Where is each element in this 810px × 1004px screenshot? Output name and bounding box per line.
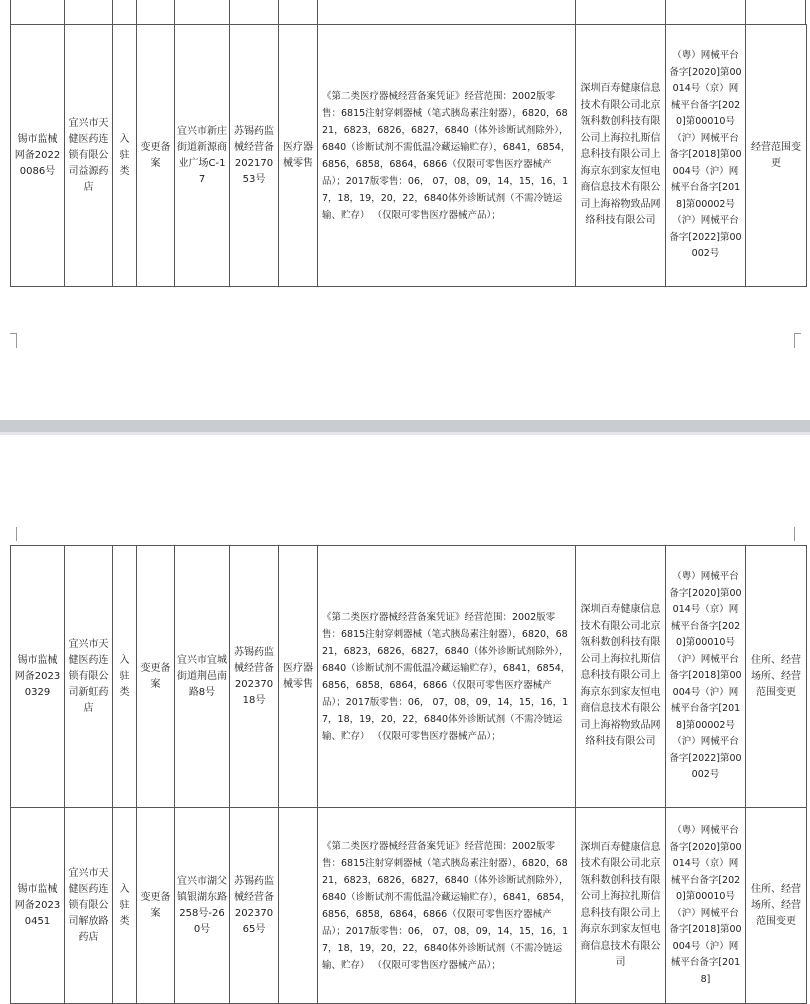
corner-mark (10, 527, 17, 541)
table-row (11, 808, 807, 1004)
category: 入驻类 (113, 25, 137, 287)
license-number: 苏锡药监械经营备20217053号 (230, 25, 279, 287)
business-scope: 《第二类医疗器械经营备案凭证》经营范围：2002版零售：6815注射穿刺器械（笔式胰岛素注射器），6820，6821，6823，6826，6827，6840（体外诊断试剂除外），6840（诊断试剂不需低温冷藏运输贮存），6841，6854，6856，6858，6864，6866（仅限可零售医疗器械产品）；2017版零售：06， 07，08，09，14，15，16，17，18，19，20，22，6840体外诊断试剂（不需冷链运输、贮存） （仅限可零售医疗器械产品）； (318, 546, 576, 808)
address: 宜兴市湖父镇银湖东路258号-260号 (175, 808, 230, 1004)
previous-row-fragment (10, 0, 806, 24)
record-table-page-1 (10, 24, 807, 287)
address: 宜兴市宜城街道荆邑南路8号 (175, 546, 230, 808)
license-number: 苏锡药监械经营备20237065号 (230, 808, 279, 1004)
address: 宜兴市新庄街道新源商业广场C-17 (175, 25, 230, 287)
platform-records: （粤）网械平台备字[2020]第00014号（京）网械平台备字[2020]第00010号（沪）网械平台备字[2018]第00004号（沪）网械平台备字[2018] (666, 808, 746, 1004)
category: 入驻类 (113, 808, 137, 1004)
business-type (279, 808, 318, 1004)
business-scope: 《第二类医疗器械经营备案凭证》经营范围：2002版零售：6815注射穿刺器械（笔式胰岛素注射器），6820，6821，6823，6826，6827，6840（体外诊断试剂除外），6840（诊断试剂不需低温冷藏运输贮存），6841，6854，6856，6858，6864，6866（仅限可零售医疗器械产品）；2017版零售：06， 07，08，09，14，15，16，17，18，19，20，22，6840体外诊断试剂（不需冷链运输、贮存） （仅限可零售医疗器械产品）； (318, 808, 576, 1004)
record-number: 锡市监械网备20220086号 (11, 25, 65, 287)
table-row (11, 25, 807, 287)
filing-type: 变更备案 (137, 546, 175, 808)
business-type: 医疗器械零售 (279, 546, 318, 808)
change-item: 经营范围变更 (746, 25, 807, 287)
platform-companies: 深圳百寿健康信息技术有限公司北京瓴科数创科技有限公司上海拉扎斯信息科技有限公司上海京东到家友恒电商信息技术有限公司上海裕物致品网络科技有限公司 (576, 546, 666, 808)
corner-mark (794, 333, 801, 348)
record-number: 锡市监械网备20230451 (11, 808, 65, 1004)
store-name: 宜兴市天健医药连锁有限公司益源药店 (65, 25, 113, 287)
table-row (11, 546, 807, 808)
record-number: 锡市监械网备20230329 (11, 546, 65, 808)
page-separator (0, 420, 810, 432)
store-name: 宜兴市天健医药连锁有限公司解放路药店 (65, 808, 113, 1004)
page-1 (0, 0, 810, 420)
platform-records: （粤）网械平台备字[2020]第00014号（京）网械平台备字[2020]第00010号（沪）网械平台备字[2018]第00004号（沪）网械平台备字[2018]第00002号（沪）网械平台备字[2022]第00002号 (666, 546, 746, 808)
filing-type: 变更备案 (137, 25, 175, 287)
page-2 (0, 435, 810, 1001)
business-scope: 《第二类医疗器械经营备案凭证》经营范围：2002版零售：6815注射穿刺器械（笔式胰岛素注射器），6820，6821，6823，6826，6827，6840（体外诊断试剂除外），6840（诊断试剂不需低温冷藏运输贮存），6841，6854，6856，6858，6864，6866（仅限可零售医疗器械产品）；2017版零售：06， 07，08，09，14，15，16，17，18，19，20，22，6840体外诊断试剂（不需冷链运输、贮存） （仅限可零售医疗器械产品）； (318, 25, 576, 287)
change-item: 住所、经营场所、经营范围变更 (746, 546, 807, 808)
corner-mark (794, 527, 801, 541)
filing-type: 变更备案 (137, 808, 175, 1004)
license-number: 苏锡药监械经营备20237018号 (230, 546, 279, 808)
business-type: 医疗器械零售 (279, 25, 318, 287)
store-name: 宜兴市天健医药连锁有限公司新虹药店 (65, 546, 113, 808)
platform-companies: 深圳百寿健康信息技术有限公司北京瓴科数创科技有限公司上海拉扎斯信息科技有限公司上海京东到家友恒电商信息技术有限公司 (576, 808, 666, 1004)
platform-companies: 深圳百寿健康信息技术有限公司北京瓴科数创科技有限公司上海拉扎斯信息科技有限公司上海京东到家友恒电商信息技术有限公司上海裕物致品网络科技有限公司 (576, 25, 666, 287)
category: 入驻类 (113, 546, 137, 808)
corner-mark (10, 333, 17, 348)
platform-records: （粤）网械平台备字[2020]第00014号（京）网械平台备字[2020]第00010号（沪）网械平台备字[2018]第00004号（沪）网械平台备字[2018]第00002号（沪）网械平台备字[2022]第00002号 (666, 25, 746, 287)
change-item: 住所、经营场所、经营范围变更 (746, 808, 807, 1004)
record-table-page-2 (10, 545, 807, 1004)
